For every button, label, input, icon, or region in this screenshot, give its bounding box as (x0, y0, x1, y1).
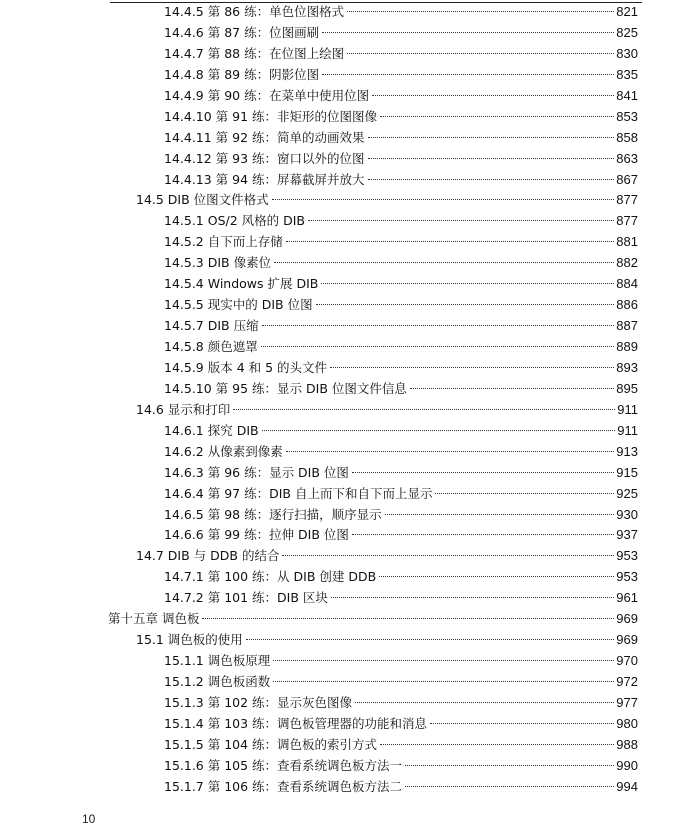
toc-entry[interactable] (0, 777, 698, 798)
toc-entry-page: 853 (616, 108, 638, 124)
toc-entry-label: 14.6.2 从像素到像素 (164, 443, 283, 459)
toc-entry-label: 14.5.8 颜色遮罩 (164, 339, 258, 354)
toc-dot-leader (322, 74, 614, 75)
toc-entry[interactable] (0, 484, 698, 505)
toc-entry-page: 969 (616, 632, 638, 648)
toc-dot-leader (331, 597, 614, 598)
toc-entry-label: 15.1.3 第 102 练：显示灰色图像 (164, 694, 353, 710)
toc-dot-leader (347, 53, 614, 54)
toc-entry-label: 14.5.4 Windows 扩展 DIB (164, 276, 319, 292)
toc-dot-leader (233, 409, 615, 410)
toc-entry[interactable] (0, 253, 698, 274)
toc-dot-leader (368, 137, 615, 138)
toc-entry-page: 980 (616, 715, 638, 731)
toc-dot-leader (330, 367, 614, 368)
toc-dot-leader (316, 304, 615, 305)
toc-entry-page: 930 (616, 506, 638, 522)
toc-entry[interactable] (0, 65, 698, 86)
toc-entry-page: 895 (616, 380, 638, 396)
toc-entry[interactable] (0, 463, 698, 484)
page-number: 10 (82, 812, 96, 826)
toc-entry-label: 14.4.5 第 86 练：单色位图格式 (164, 4, 345, 19)
toc-entry[interactable] (0, 337, 698, 358)
toc-entry[interactable] (0, 23, 698, 44)
toc-entry-label: 15.1.6 第 105 练：查看系统调色板方法一 (164, 757, 403, 773)
toc-dot-leader (380, 116, 614, 117)
toc-entry-label: 14.4.9 第 90 练：在菜单中使用位图 (164, 87, 370, 103)
toc-entry-page: 825 (616, 24, 638, 40)
toc-entry[interactable] (0, 211, 698, 232)
toc-entry-page: 953 (616, 548, 638, 564)
toc-entry-page: 886 (616, 297, 638, 313)
toc-entry-label: 14.4.6 第 87 练：位图画刷 (164, 24, 320, 40)
toc-entry-page: 937 (616, 527, 638, 543)
toc-entry[interactable] (0, 546, 698, 567)
toc-entry-label: 15.1.1 调色板原理 (164, 653, 271, 669)
toc-entry[interactable] (0, 588, 698, 609)
toc-entry-page: 977 (616, 694, 638, 710)
toc-entry-label: 14.4.10 第 91 练：非矩形的位图图像 (164, 108, 378, 124)
toc-entry-label: 14.4.13 第 94 练：屏幕截屏并放大 (164, 171, 365, 187)
toc-entry-label: 14.7.2 第 101 练：DIB 区块 (164, 590, 328, 606)
toc-dot-leader (273, 681, 614, 682)
toc-entry-label: 15.1.7 第 106 练：查看系统调色板方法二 (164, 778, 403, 794)
toc-entry-label: 14.5.9 版本 4 和 5 的头文件 (164, 359, 328, 375)
toc-entry-page: 915 (616, 464, 638, 480)
toc-entry[interactable] (0, 44, 698, 65)
toc-entry[interactable] (0, 274, 698, 295)
toc-entry[interactable] (0, 86, 698, 107)
toc-dot-leader (435, 493, 614, 494)
toc-entry[interactable] (0, 442, 698, 463)
toc-dot-leader (282, 555, 614, 556)
toc-entry-page: 830 (616, 45, 638, 61)
toc-entry[interactable] (0, 2, 698, 23)
toc-entry-page: 972 (616, 674, 638, 689)
toc-entry-page: 961 (616, 590, 638, 606)
toc-entry[interactable] (0, 170, 698, 191)
toc-entry-label: 14.4.8 第 89 练：阴影位图 (164, 66, 320, 82)
toc-entry-page: 925 (616, 485, 638, 501)
toc-entry-page: 988 (616, 736, 638, 752)
toc-entry[interactable] (0, 190, 698, 211)
toc-dot-leader (352, 472, 614, 473)
toc-entry-label: 14.4.11 第 92 练：简单的动画效果 (164, 129, 365, 145)
toc-dot-leader (273, 660, 614, 661)
toc-entry-page: 882 (616, 255, 638, 271)
toc-dot-leader (262, 325, 615, 326)
toc-entry[interactable] (0, 149, 698, 170)
toc-entry-page: 884 (616, 276, 638, 292)
toc-entry-page: 970 (616, 653, 638, 669)
toc-entry[interactable] (0, 609, 698, 630)
toc-dot-leader (410, 388, 614, 389)
toc-entry-page: 911 (617, 401, 638, 417)
toc-entry-page: 990 (616, 757, 638, 773)
toc-dot-leader (379, 576, 614, 577)
toc-entry[interactable] (0, 107, 698, 128)
toc-dot-leader (286, 241, 615, 242)
toc-entry[interactable] (0, 128, 698, 149)
toc-entry-label: 15.1.4 第 103 练：调色板管理器的功能和消息 (164, 715, 428, 731)
toc-dot-leader (274, 262, 614, 263)
toc-entry-page: 863 (616, 150, 638, 166)
toc-entry-page: 835 (616, 66, 638, 82)
toc-dot-leader (405, 786, 614, 787)
toc-entry-label: 15.1.5 第 104 练：调色板的索引方式 (164, 736, 378, 752)
toc-dot-leader (355, 702, 614, 703)
toc-dot-leader (380, 744, 614, 745)
toc-entry[interactable] (0, 358, 698, 379)
toc-entry[interactable] (0, 693, 698, 714)
toc-dot-leader (405, 765, 614, 766)
toc-dot-leader (246, 639, 614, 640)
toc-entry-label: 14.6.5 第 98 练：逐行扫描，顺序显示 (164, 506, 382, 522)
toc-entry[interactable] (0, 421, 698, 442)
toc-entry-label: 14.6.1 探究 DIB (164, 422, 259, 438)
toc-entry[interactable] (0, 714, 698, 735)
toc-entry-label: 14.5.1 OS/2 风格的 DIB (164, 213, 306, 229)
toc-entry-label: 14.6.3 第 96 练：显示 DIB 位图 (164, 464, 349, 480)
toc-entry[interactable] (0, 400, 698, 421)
toc-entry[interactable] (0, 756, 698, 777)
toc-entry-page: 994 (616, 778, 638, 794)
toc-entry-page: 893 (616, 359, 638, 375)
toc-dot-leader (286, 451, 615, 452)
toc-dot-leader (347, 11, 614, 12)
toc-entry-label: 14.5.5 现实中的 DIB 位图 (164, 297, 313, 313)
toc-dot-leader (385, 514, 615, 515)
toc-entry-label: 14.6.6 第 99 练：拉伸 DIB 位图 (164, 527, 349, 543)
toc-entry-page: 889 (616, 339, 638, 354)
toc-entry-label: 14.6.4 第 97 练：DIB 自上而下和自下而上显示 (164, 485, 433, 501)
toc-dot-leader (372, 95, 614, 96)
toc-entry-page: 911 (617, 422, 638, 438)
toc-entry-page: 887 (616, 318, 638, 334)
toc-entry[interactable] (0, 232, 698, 253)
toc-dot-leader (322, 32, 614, 33)
toc-entry-page: 841 (616, 87, 638, 103)
toc-entry-label: 14.7.1 第 100 练：从 DIB 创建 DDB (164, 569, 377, 585)
toc-entry[interactable] (0, 672, 698, 693)
toc-entry[interactable] (0, 630, 698, 651)
table-of-contents (0, 2, 698, 798)
toc-entry-page: 953 (616, 569, 638, 585)
toc-entry[interactable] (0, 651, 698, 672)
toc-entry-label: 第十五章 调色板 (108, 611, 200, 627)
toc-entry[interactable] (0, 525, 698, 546)
toc-entry-page: 821 (616, 4, 638, 19)
toc-dot-leader (308, 220, 614, 221)
toc-entry-label: 14.5 DIB 位图文件格式 (136, 192, 269, 208)
toc-dot-leader (321, 283, 614, 284)
toc-entry[interactable] (0, 316, 698, 337)
toc-entry[interactable] (0, 505, 698, 526)
toc-entry[interactable] (0, 567, 698, 588)
toc-entry-label: 14.4.7 第 88 练：在位图上绘图 (164, 45, 345, 61)
toc-entry-label: 14.4.12 第 93 练：窗口以外的位图 (164, 150, 365, 166)
toc-entry-page: 881 (616, 234, 638, 250)
toc-dot-leader (202, 618, 614, 619)
toc-dot-leader (430, 723, 614, 724)
toc-entry-page: 858 (616, 129, 638, 145)
toc-entry-label: 15.1.2 调色板函数 (164, 674, 271, 689)
toc-dot-leader (272, 199, 615, 200)
toc-entry[interactable] (0, 295, 698, 316)
toc-entry-label: 14.7 DIB 与 DDB 的结合 (136, 548, 280, 564)
toc-entry-page: 913 (616, 443, 638, 459)
toc-entry-label: 14.5.2 自下而上存储 (164, 234, 283, 250)
toc-entry-label: 14.5.10 第 95 练：显示 DIB 位图文件信息 (164, 380, 407, 396)
toc-entry-page: 969 (616, 611, 638, 627)
toc-entry-label: 14.5.3 DIB 像素位 (164, 255, 272, 271)
toc-dot-leader (352, 534, 614, 535)
toc-entry-page: 867 (616, 171, 638, 187)
toc-dot-leader (368, 158, 615, 159)
toc-dot-leader (262, 430, 616, 431)
toc-entry[interactable] (0, 379, 698, 400)
toc-entry-label: 15.1 调色板的使用 (136, 632, 243, 648)
toc-entry-page: 877 (616, 213, 638, 229)
toc-dot-leader (261, 346, 615, 347)
toc-entry-page: 877 (616, 192, 638, 208)
toc-dot-leader (368, 179, 615, 180)
toc-entry-label: 14.5.7 DIB 压缩 (164, 318, 259, 334)
toc-entry-label: 14.6 显示和打印 (136, 401, 231, 417)
toc-entry[interactable] (0, 735, 698, 756)
